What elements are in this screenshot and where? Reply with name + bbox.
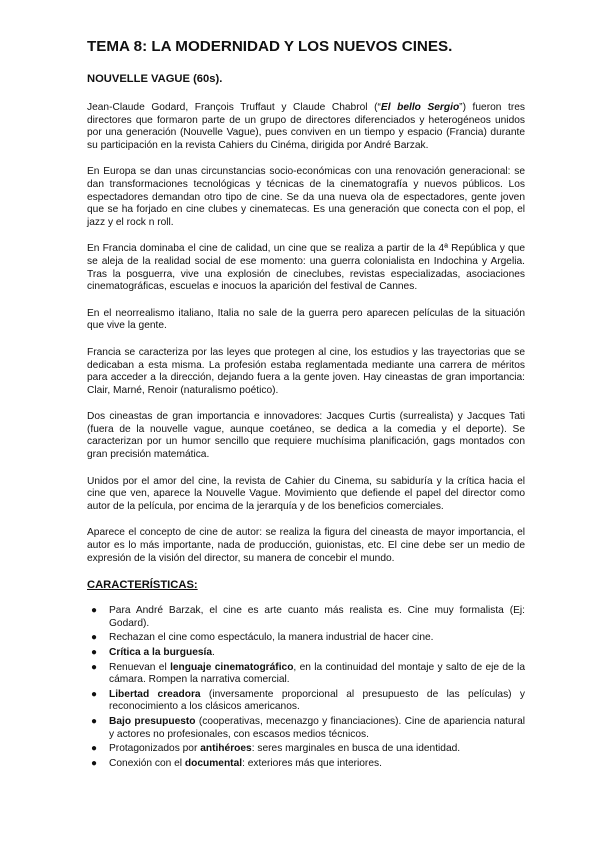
paragraph-francia-calidad: En Francia dominaba el cine de calidad, un cine que se realiza a partir de la 4ª República y que se aleja de la realidad social de ese momento: una guerra colonialista en Indochina y Argelia. Tras la posguerra, vive una explosión de cineclubes, revistas especializadas, asociaciones cinematográficas, escuelas e inocuos la aparición del festival de Cannes. <box>87 243 525 293</box>
feature-text: Conexión con el <box>109 757 185 769</box>
feature-text: Para André Barzak, el cine es arte cuanto más realista es. Cine muy formalista (Ej: Godard). <box>109 605 525 629</box>
paragraph-europa: En Europa se dan unas circunstancias socio-económicas con una renovación generacional: se dan transformaciones tecnológicas y técnicas de la cinematografía y nuevos públicos. Los espectadores demandan otro tipo de cine. Se da una nueva ola de espectadores, gente joven que se ha forjado en cine clubes y cinematecas. Es una generación que conecta con el pop, el jazz y el rock n roll. <box>87 166 525 228</box>
film-title-el-bello-sergio: El bello Sergio <box>380 102 460 113</box>
feature-text-end: . <box>212 647 215 658</box>
paragraph-intro-end: ”) fueron tres directores que formaron parte de un grupo de directores diferenciados y heterogéneos unidos por una generación (Nouvelle Vague), pues conviven en un tiempo y espacio (Francia) durante su participación en la revista Cahiers du Cinéma, dirigida por André Barzak. <box>87 102 525 151</box>
feature-text-end: (cooperativas, mecenazgo y financiaciones). Cine de apariencia natural y actores no profesionales, con escasos medios técnicos. <box>109 715 525 740</box>
list-item <box>91 688 525 714</box>
feature-text-end: (inversamente proporcional al presupuesto de las películas) y reconocimiento a los clásicos americanos. <box>109 688 525 713</box>
list-item <box>91 632 525 645</box>
bullet-icon: ● <box>91 605 98 617</box>
feature-bold: Crítica a la burguesía <box>109 647 213 658</box>
list-item <box>91 647 525 660</box>
feature-bold: Bajo presupuesto <box>109 715 196 727</box>
feature-text-end: , en la continuidad del montaje y salto de eje de la cámara. Rompen la narrativa comercial. <box>109 661 525 686</box>
feature-text: Rechazan el cine como espectáculo, la manera industrial de hacer cine. <box>109 632 434 644</box>
feature-bold: lenguaje cinematográfico <box>170 661 294 673</box>
bullet-icon: ● <box>91 632 98 644</box>
features-list <box>87 605 525 770</box>
feature-text-end: : exteriores más que interiores. <box>242 757 382 769</box>
paragraph-cine-de-autor: Aparece el concepto de cine de autor: se realiza la figura del cineasta de mayor importancia, el autor es lo más importante, nada de producción, guionistas, etc. El cine debe ser un medio de expresión de la visión del director, su manera de concebir el mundo. <box>87 527 525 564</box>
feature-bold: antihéroes <box>200 743 252 755</box>
list-item <box>91 715 525 741</box>
feature-text: Renuevan el <box>109 661 171 673</box>
bullet-icon: ● <box>91 647 98 658</box>
bullet-icon: ● <box>91 743 98 755</box>
section-subtitle-nouvelle-vague: NOUVELLE VAGUE (60s). <box>87 73 223 85</box>
document-page <box>87 38 525 772</box>
feature-bold: documental <box>184 757 243 769</box>
bullet-icon: ● <box>91 757 98 769</box>
section-title-caracteristicas: CARACTERÍSTICAS: <box>87 579 198 592</box>
feature-text-end: : seres marginales en busca de una identidad. <box>251 743 461 755</box>
paragraph-amor-cine: Unidos por el amor del cine, la revista de Cahier du Cinema, su sabiduría y la crítica hacia el cine que ven, aparece la Nouvelle Vague. Movimiento que defiende el papel del director como autor de la película, por encima de la jerarquía y de los beneficios comerciales. <box>87 475 525 512</box>
paragraph-francia-leyes: Francia se caracteriza por las leyes que protegen al cine, los estudios y las trayectorias que se dedicaban a esta misma. La profesión estaba reglamentada mediante una carrera de méritos para acceder a la dirección, dejando fuera a la gente joven. Hay cineastas de gran importancia: Clair, Marné, Renoir (naturalismo poético). <box>87 346 525 396</box>
list-item <box>91 661 525 687</box>
bullet-icon: ● <box>91 715 98 727</box>
list-item <box>91 605 525 630</box>
paragraph-intro <box>87 102 525 152</box>
list-item <box>91 757 525 771</box>
paragraph-intro-start: Jean-Claude Godard, François Truffaut y Claude Chabrol (“ <box>87 102 381 113</box>
feature-bold: Libertad creadora <box>109 688 201 700</box>
bullet-icon: ● <box>91 661 98 673</box>
bullet-icon: ● <box>91 688 98 700</box>
list-item <box>91 743 525 756</box>
feature-text: Protagonizados por <box>109 743 201 755</box>
page-title: TEMA 8: LA MODERNIDAD Y LOS NUEVOS CINES. <box>87 38 453 55</box>
paragraph-cineastas: Dos cineastas de gran importancia e innovadores: Jacques Curtis (surrealista) y Jacques Tati (fuera de la nouvelle vague, aunque coetáneo, se dedica a la comedia y el deporte). Se caracterizan por un humor sencillo que requiere muchísima planificación, gags montados con gran precisión matemática. <box>87 411 525 461</box>
paragraph-neorrealismo: En el neorrealismo italiano, Italia no sale de la guerra pero aparecen películas de la situación que vive la gente. <box>87 307 525 332</box>
